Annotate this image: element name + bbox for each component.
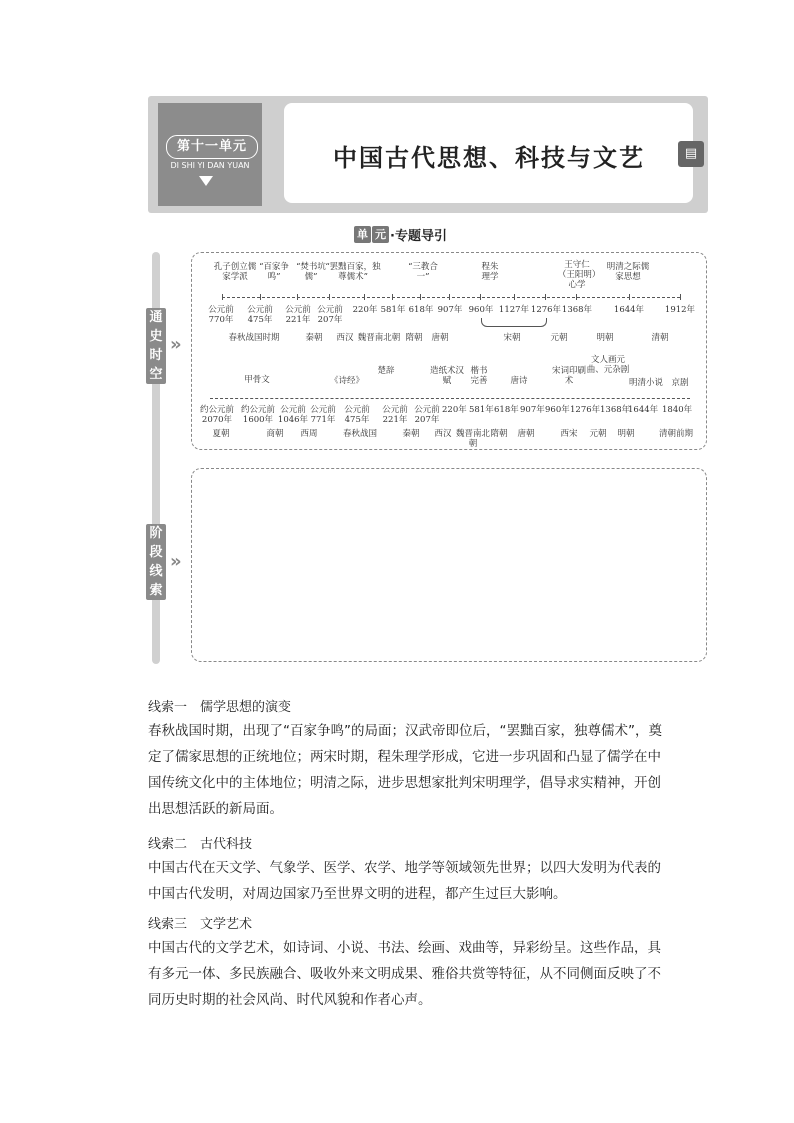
timeline1-axis [222,297,680,298]
unit-pinyin: DI SHI YI DAN YUAN [170,161,250,170]
tick [329,294,330,300]
tick [392,294,393,300]
timeline2-period: 春秋战国 [342,429,377,439]
timeline2-period: 西汉 [434,429,452,439]
timeline2-event: 甲骨文 [244,375,270,385]
timeline1-period: 唐朝 [431,333,449,343]
tick [420,294,421,300]
timeline2-event: 楚辞 [377,366,395,376]
timeline2-period: 西周 [300,429,318,439]
timeline1-period: 魏晋南北朝 [357,333,401,343]
timeline1-event: “三教合一” [408,262,438,282]
timeline1-date: 公元前207年 [317,305,343,325]
song-bracket [481,318,547,327]
timeline2-date: 1644年 [628,405,659,415]
timeline2-date: 220年 [442,405,467,415]
timeline1-date: 公元前770年 [208,305,234,325]
timeline1-date: 1912年 [664,305,696,315]
timeline1-event: 孔子创立儒家学派 [213,262,257,282]
timeline2-event: 文人画元曲、元杂剧 [586,355,630,375]
timeline1-date: 公元前221年 [285,305,311,325]
stage-clues-panel [191,468,707,662]
timeline2-event: 楷书完善 [470,366,488,386]
timeline2-period: 唐朝 [517,429,535,439]
timeline2-period: 魏晋南北朝 [456,429,491,449]
timeline2-date: 公元前771年 [310,405,336,425]
tick [480,294,481,300]
timeline1-period: 明朝 [596,333,614,343]
timeline2-date: 约公元前1600年 [240,405,275,425]
timeline2-event: 唐诗 [510,376,528,386]
timeline2-event: 造纸术汉赋 [430,366,465,386]
timeline1-date: 960年 [468,305,494,315]
timeline2-date: 公元前1046年 [277,405,309,425]
timeline2-date: 约公元前2070年 [200,405,235,425]
tick [364,294,365,300]
clue-paragraph: 春秋战国时期，出现了“百家争鸣”的局面；汉武帝即位后，“罢黜百家，独尊儒术”，奠定了儒家思想的正统地位；两宋时期，程朱理学形成，它进一步巩固和凸显了儒学在中国传统文化中的主体地位；明清之际，进步思想家批判宋明理学，倡导求实精神，开创出思想活跃的新局面。 [148,723,662,817]
clue-heading: 线索二 古代科技 [148,837,253,852]
timeline1-period: 西汉 [336,333,354,343]
timeline1-date: 1276年 [530,305,562,315]
unit-number: 第十一单元 [166,135,258,159]
tick [514,294,515,300]
timeline2-date: 1840年 [662,405,693,415]
timeline2-date: 907年 [520,405,545,415]
tick [260,294,261,300]
timeline1-period: 秦朝 [305,333,323,343]
triangle-down-icon [199,176,213,186]
tick [576,294,577,300]
timeline1-date: 618年 [408,305,434,315]
timeline1-period: 宋朝 [503,333,521,343]
timeline1-event: 明清之际儒家思想 [606,262,650,282]
timeline2-period: 秦朝 [402,429,420,439]
clue-heading: 线索一 儒学思想的演变 [148,700,292,715]
clue-heading: 线索三 文学艺术 [148,917,253,932]
timeline1-date: 907年 [437,305,463,315]
timeline2-event: 宋词印刷术 [552,366,587,386]
side-tag-timeline: 通史时空 [146,308,166,384]
tick [222,294,223,300]
timeline1-date: 1368年 [561,305,593,315]
timeline2-date: 公元前475年 [344,405,370,425]
timeline2-date: 618年 [494,405,519,415]
timeline1-period: 春秋战国时期 [228,333,280,343]
double-chevron-right-icon: » [170,334,182,355]
timeline2-axis [210,398,690,399]
timeline2-period: 元朝 [589,429,607,439]
timeline1-event: 程朱理学 [481,262,499,282]
timeline1-period: 元朝 [550,333,568,343]
clue-paragraph: 中国古代在天文学、气象学、医学、农学、地学等领域领先世界；以四大发明为代表的中国古代发明，对周边国家乃至世界文明的进程，都产生过巨大影响。 [148,860,661,902]
timeline2-date: 960年 [545,405,570,415]
timeline1-event: “焚书坑儒” [296,262,326,282]
timeline2-event: 明清小说 [628,378,663,388]
tick [680,294,681,300]
timeline2-period: 夏朝 [212,429,230,439]
timeline1-date: 1644年 [613,305,645,315]
tick [629,294,630,300]
tick [545,294,546,300]
timeline2-period: 清朝前期 [658,429,693,439]
timeline1-period: 清朝 [651,333,669,343]
timeline1-date: 581年 [380,305,406,315]
timeline1-date: 220年 [352,305,378,315]
timeline2-event: 京剧 [671,378,689,388]
timeline1-date: 公元前475年 [247,305,273,325]
timeline1-event: “罢黜百家，独尊儒术” [325,262,381,282]
timeline1-event: 王守仁（王阳明）心学 [557,260,597,290]
timeline2-period: 隋朝 [490,429,508,439]
section-label-text: ·专题导引 [390,229,447,244]
page-title: 中国古代思想、科技与文艺 [333,144,645,172]
tick [449,294,450,300]
timeline2-date: 公元前207年 [414,405,440,425]
timeline2-date: 581年 [469,405,494,415]
section-tag-1: 单 [354,226,371,243]
section-label [354,225,447,243]
double-chevron-right-icon: » [170,551,182,572]
timeline2-date: 1368年 [600,405,631,415]
timeline1-period: 隋朝 [405,333,423,343]
timeline1-event: “百家争鸣” [259,262,289,282]
timeline2-date: 公元前221年 [382,405,408,425]
clue-paragraph: 中国古代的文学艺术，如诗词、小说、书法、绘画、戏曲等，异彩纷呈。这些作品，具有多元一体、多民族融合、吸收外来文明成果、雅俗共赏等特征，从不同侧面反映了不同历史时期的社会风尚、时代风貌和作者心声。 [148,940,661,1008]
timeline2-period: 明朝 [617,429,635,439]
tick [297,294,298,300]
timeline2-period: 商朝 [266,429,284,439]
book-search-icon: ▤ [678,141,704,167]
timeline2-period: 西宋 [560,429,578,439]
side-tag-stages: 阶段线索 [146,524,166,600]
timeline1-date: 1127年 [498,305,530,315]
timeline2-event: 《诗经》 [330,376,365,386]
section-tag-2: 元 [372,226,389,243]
timeline2-date: 1276年 [570,405,601,415]
